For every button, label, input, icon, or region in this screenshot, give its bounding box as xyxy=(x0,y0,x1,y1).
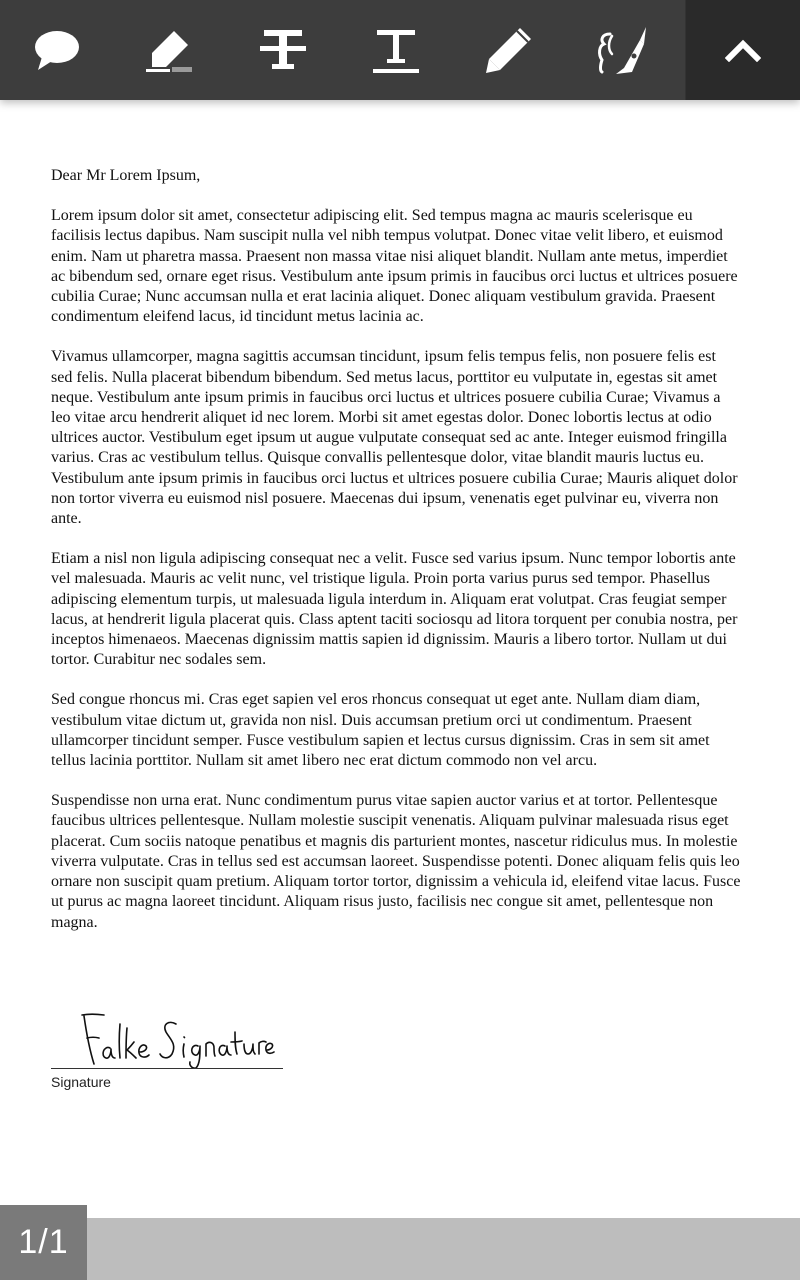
letter-body xyxy=(51,166,741,953)
strikethrough-tool-button[interactable] xyxy=(226,0,339,100)
pencil-icon xyxy=(484,25,534,75)
handwritten-signature xyxy=(76,1012,276,1070)
document-page[interactable] xyxy=(0,100,800,1218)
signature-pen-icon xyxy=(596,24,648,76)
collapse-toolbar-button[interactable] xyxy=(685,0,800,100)
underline-icon xyxy=(371,26,421,74)
chevron-up-icon xyxy=(725,38,761,62)
underline-tool-button[interactable] xyxy=(339,0,452,100)
paragraph: Sed congue rhoncus mi. Cras eget sapien vel eros rhoncus consequat ut eget ante. Nullam diam diam, vestibulum vitae dictum ut, gravida non nisl. Duis accumsan pretium orci ut condimentum. Praesent ullamcorper tincidunt semper. Fusce vestibulum sapien et lectus cursus dignissim. Cras in sem sit amet tellus lacinia porttitor. Nullam sit amet libero nec erat dictum commodo non vel arcu. xyxy=(51,691,710,770)
highlighter-icon xyxy=(144,27,196,73)
page-indicator[interactable]: 1/1 xyxy=(0,1205,87,1280)
annotation-toolbar xyxy=(0,0,800,100)
signature-label: Signature xyxy=(51,1074,111,1090)
strikethrough-icon xyxy=(258,26,308,74)
signature-tool-button[interactable] xyxy=(565,0,678,100)
comment-tool-button[interactable] xyxy=(0,0,113,100)
bottom-status-bar xyxy=(0,1218,800,1280)
highlight-tool-button[interactable] xyxy=(113,0,226,100)
paragraph: Lorem ipsum dolor sit amet, consectetur adipiscing elit. Sed tempus magna ac mauris scelerisque eu facilisis lectus dapibus. Nam suscipit nulla vel nibh tempus volutpat. Donec vitae velit libero, et euismod enim. Nam ut pharetra massa. Praesent non massa vitae nisi aliquet blandit. Nullam ante metus, imperdiet ac bibendum sed, ornare eget risus. Vestibulum ante ipsum primis in faucibus orci luctus et ultrices posuere cubilia Curae; Nunc accumsan nulla et erat lacinia aliquet. Donec aliquam vestibulum gravida. Praesent condimentum eleifend lacus, id tincidunt metus lacinia ac. xyxy=(51,207,738,326)
paragraph: Vivamus ullamcorper, magna sagittis accumsan tincidunt, ipsum felis tempus felis, non posuere felis est sed felis. Nulla placerat bibendum bibendum. Sed metus lacus, porttitor eu vulputate in, egestas sit amet neque. Vestibulum ante ipsum primis in faucibus orci luctus et ultrices posuere cubilia Curae; Vivamus a leo vitae arcu hendrerit aliquet id nec lorem. Morbi sit amet egestas dolor. Donec lobortis lectus at odio ultrices auctor. Vestibulum eget ipsum ut augue vulputate consequat sed ac ante. Integer euismod fringilla varius. Cras ac vestibulum tellus. Quisque convallis pellentesque dolor, vitae blandit mauris luctus eu. Vestibulum ante ipsum primis in faucibus orci luctus et ultrices posuere cubilia Curae; Mauris aliquet dolor non tortor viverra eu euismod nisl posuere. Maecenas dui ipsum, venenatis eget pulvinar eu, viverra non ante. xyxy=(51,348,738,528)
comment-icon xyxy=(32,28,82,72)
letter-greeting: Dear Mr Lorem Ipsum, xyxy=(51,167,201,184)
freehand-tool-button[interactable] xyxy=(452,0,565,100)
paragraph: Suspendisse non urna erat. Nunc condimentum purus vitae sapien auctor varius et at tortor. Pellentesque faucibus ultrices pellentesque. Nullam molestie suscipit venenatis. Aliquam pulvinar malesuada risus eget placerat. Cum sociis natoque penatibus et magnis dis parturient montes, nascetur ridiculus mus. In molestie viverra vulputate. Cras in tellus sed est accumsan laoreet. Suspendisse potenti. Donec aliquam felis quis leo ornare non suscipit quam pretium. Aliquam tortor tortor, dignissim a vehicula id, eleifend vitae lacus. Fusce ut purus ac magna laoreet tincidunt. Aliquam risus justo, facilisis nec congue sit amet, pellentesque non magna. xyxy=(51,792,741,931)
signature-line xyxy=(51,1068,283,1069)
paragraph: Etiam a nisl non ligula adipiscing consequat nec a velit. Fusce sed varius ipsum. Nunc tempor lobortis ante vel malesuada. Mauris ac velit nunc, vel tristique ligula. Proin porta varius purus sed tempor. Phasellus adipiscing elementum turpis, ut malesuada ligula interdum in. Aliquam erat volutpat. Cras feugiat semper lacus, at hendrerit ligula placerat quis. Class aptent taciti sociosqu ad litora torquent per conubia nostra, per inceptos himenaeos. Maecenas dignissim mattis sapien id dignissim. Mauris a libero tortor. Nullam ut dui tortor. Curabitur nec sodales sem. xyxy=(51,550,738,669)
